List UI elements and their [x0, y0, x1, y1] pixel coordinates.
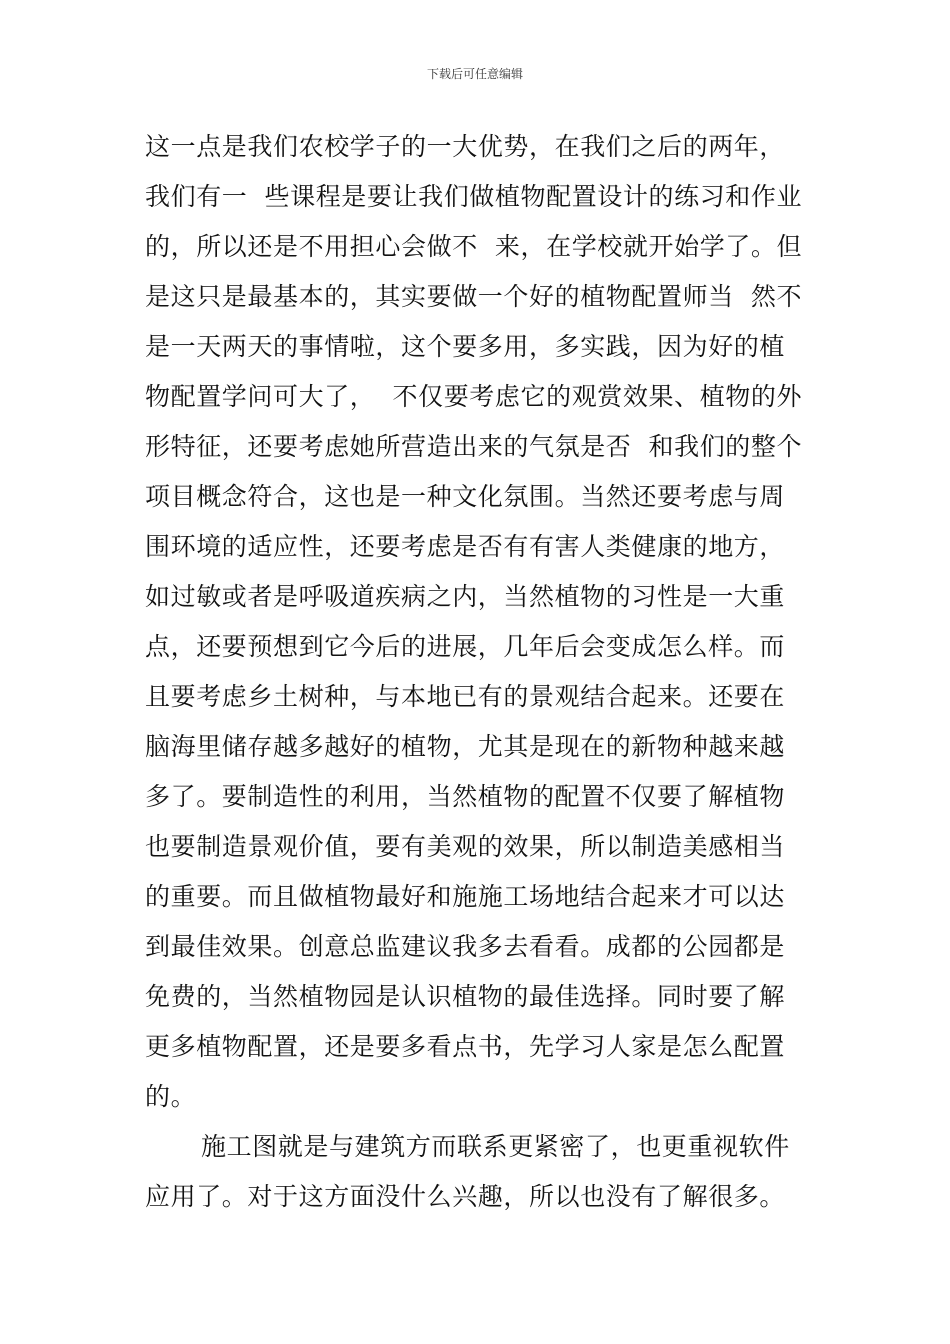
text-line: 且要考虑乡土树种，与本地已有的景观结合起来。还要在 [145, 682, 786, 711]
text-line: 物配置学问可大了， 不仅要考虑它的观赏效果、植物的外 [145, 382, 803, 411]
text-line: 的。 [145, 1082, 197, 1111]
paragraph-1 [145, 122, 810, 1122]
text-line: 围环境的适应性，还要考虑是否有有害人类健康的地方， [145, 532, 786, 561]
text-line: 也要制造景观价值，要有美观的效果，所以制造美感相当 [145, 832, 786, 861]
document-body [145, 122, 810, 1222]
text-line: 我们有一 些课程是要让我们做植物配置设计的练习和作业 [145, 182, 803, 211]
text-line: 多了。要制造性的利用，当然植物的配置不仅要了解植物 [145, 782, 786, 811]
text-line: 脑海里储存越多越好的植物，尤其是现在的新物种越来越 [145, 732, 786, 761]
page-header: 下载后可任意编辑 [426, 67, 523, 81]
text-line: 形特征，还要考虑她所营造出来的气氛是否 和我们的整个 [145, 432, 803, 461]
paragraph-2 [145, 1122, 810, 1222]
text-line: 的，所以还是不用担心会做不 来，在学校就开始学了。但 [145, 232, 803, 261]
text-line: 是这只是最基本的，其实要做一个好的植物配置师当 然不 [145, 282, 803, 311]
text-line: 到最佳效果。创意总监建议我多去看看。成都的公园都是 [145, 932, 786, 961]
text-line: 点，还要预想到它今后的进展，几年后会变成怎么样。而 [145, 632, 786, 661]
text-line: 是一天两天的事情啦，这个要多用，多实践，因为好的植 [145, 332, 786, 361]
text-line: 如过敏或者是呼吸道疾病之内，当然植物的习性是一大重 [145, 582, 786, 611]
text-line: 项目概念符合，这也是一种文化氛围。当然还要考虑与周 [145, 482, 786, 511]
text-line: 施工图就是与建筑方而联系更紧密了，也更重视软件 [201, 1132, 790, 1161]
text-line: 的重要。而且做植物最好和施施工场地结合起来才可以达 [145, 882, 786, 911]
text-line: 这一点是我们农校学子的一大优势，在我们之后的两年， [145, 132, 786, 161]
text-line: 应用了。对于这方面没什么兴趣，所以也没有了解很多。 [145, 1182, 786, 1211]
text-line: 更多植物配置，还是要多看点书，先学习人家是怎么配置 [145, 1032, 786, 1061]
text-line: 免费的，当然植物园是认识植物的最佳选择。同时要了解 [145, 982, 786, 1011]
